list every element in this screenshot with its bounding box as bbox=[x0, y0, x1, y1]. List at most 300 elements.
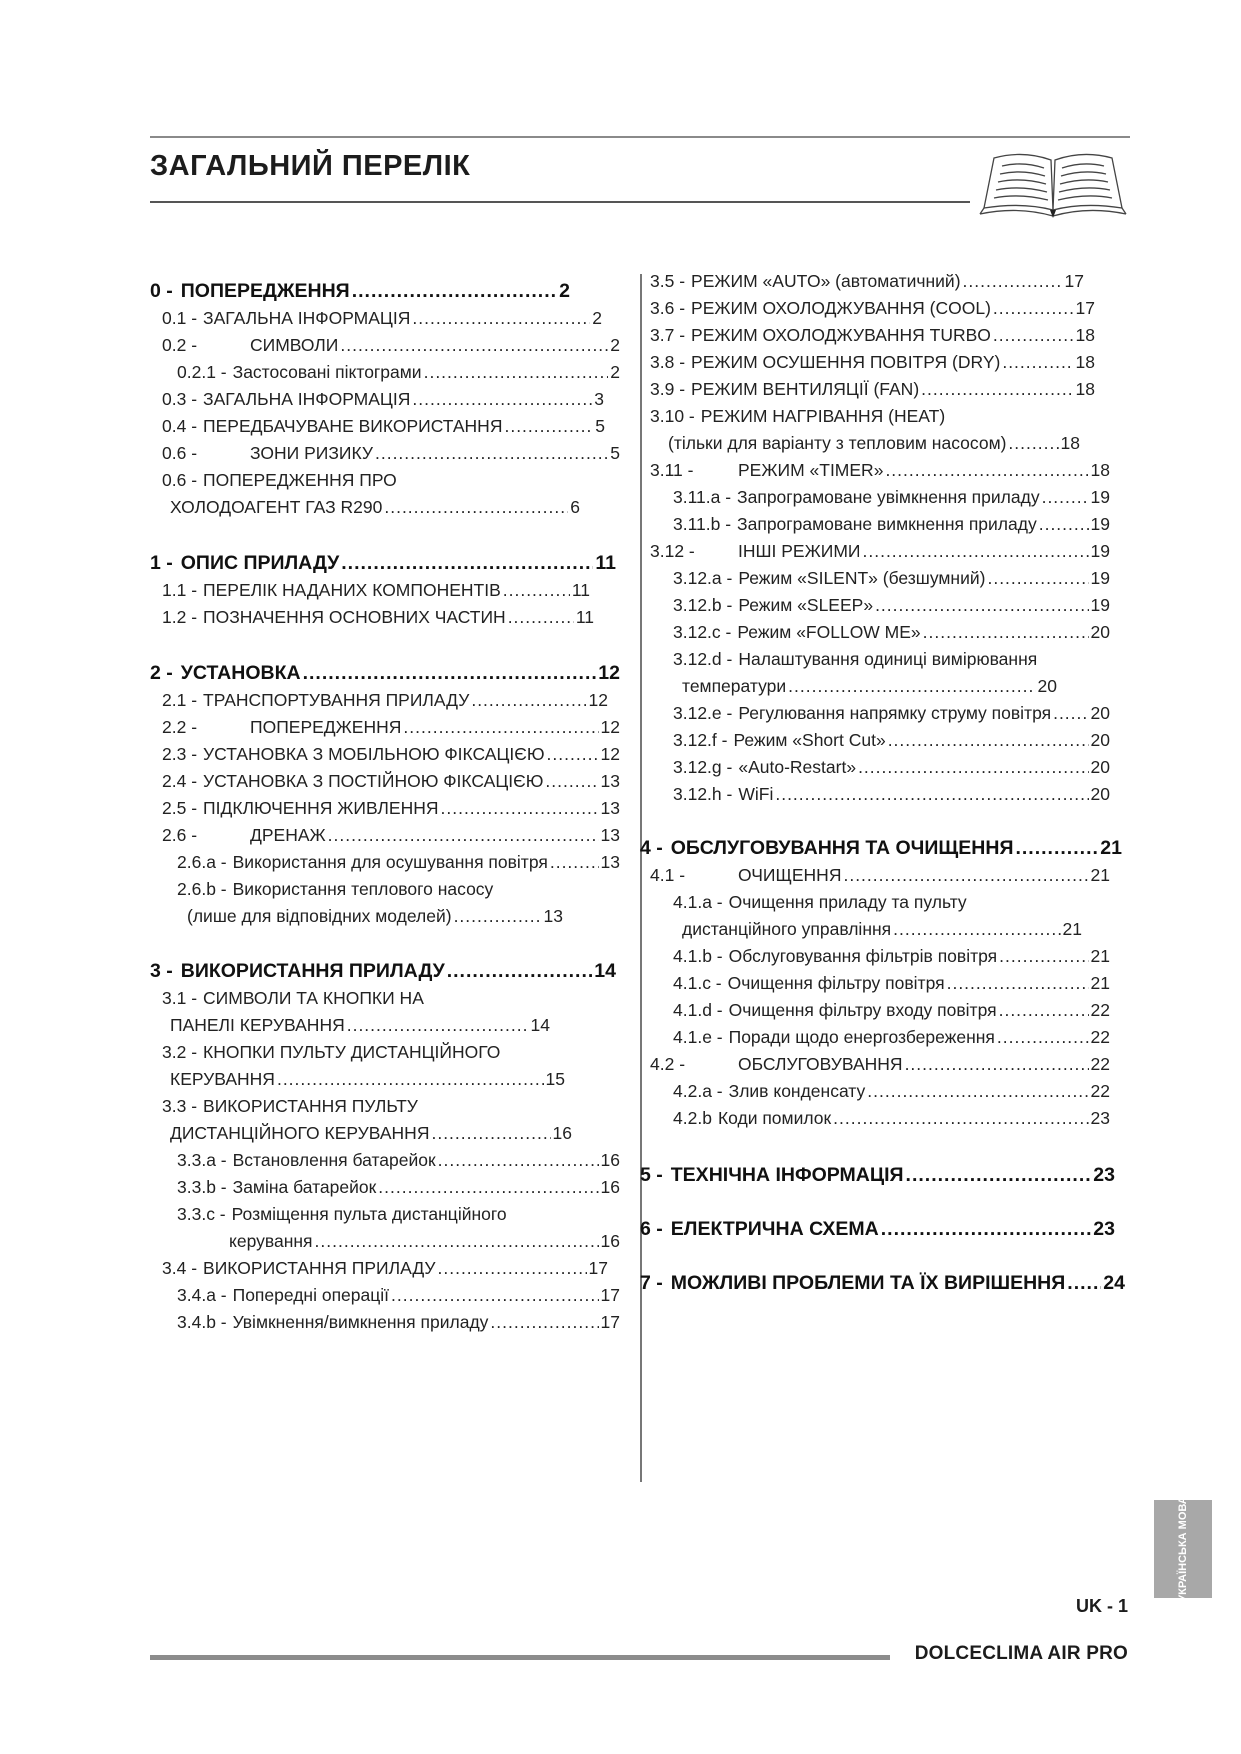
toc-leader-dots bbox=[547, 739, 599, 769]
toc-entry-page: 20 bbox=[1090, 703, 1110, 723]
toc-entry bbox=[162, 739, 620, 769]
open-book-icon bbox=[978, 146, 1128, 220]
toc-entry-number: 4.1 - bbox=[650, 865, 686, 885]
toc-entry-page: 2 bbox=[610, 335, 620, 355]
toc-entry bbox=[162, 1253, 608, 1283]
toc-entry-number: 0.2 - bbox=[162, 335, 198, 355]
toc-entry-page: 18 bbox=[1060, 433, 1080, 453]
toc-entry bbox=[682, 914, 1082, 944]
toc-leader-dots bbox=[424, 357, 609, 387]
toc-entry-page: 23 bbox=[1093, 1218, 1115, 1240]
toc-section-entry bbox=[150, 276, 570, 306]
toc-leader-dots bbox=[1067, 1268, 1101, 1298]
toc-section-entry bbox=[640, 833, 1122, 863]
toc-entry-number: 0.2.1 - bbox=[177, 362, 227, 382]
toc-entry-page: 23 bbox=[1090, 1108, 1110, 1128]
toc-entry bbox=[162, 685, 608, 715]
toc-entry-number: 2.6.a - bbox=[177, 852, 227, 872]
toc-entry-number: 0.4 - bbox=[162, 416, 198, 436]
toc-leader-dots bbox=[867, 1076, 1088, 1106]
toc-entry-title: ТЕХНІЧНА ІНФОРМАЦІЯ bbox=[670, 1164, 904, 1186]
footer-brand: DOLCECLIMA AIR PRO bbox=[914, 1643, 1128, 1664]
toc-entry-number: 4.2 - bbox=[650, 1054, 686, 1074]
toc-leader-dots bbox=[963, 266, 1063, 296]
toc-section-entry bbox=[150, 548, 616, 578]
toc-entry-number: 3.12.h - bbox=[673, 784, 733, 804]
toc-entry bbox=[162, 602, 594, 632]
toc-entry-title: Заміна батарейок bbox=[232, 1177, 377, 1197]
toc-entry-title: ПОПЕРЕДЖЕННЯ bbox=[250, 717, 402, 737]
toc-entry bbox=[177, 1280, 620, 1310]
toc-leader-dots bbox=[987, 563, 1088, 593]
toc-entry-number: 0.3 - bbox=[162, 389, 198, 409]
toc-entry-title: РЕЖИМ «TIMER» bbox=[738, 460, 884, 480]
toc-leader-dots bbox=[277, 1064, 544, 1094]
toc-entry bbox=[170, 1118, 572, 1148]
toc-entry bbox=[650, 320, 1095, 350]
toc-entry-number: 0.6 - bbox=[162, 470, 198, 490]
toc-entry-title: Запрограмоване увімкнення приладу bbox=[737, 487, 1040, 507]
toc-entry-title: ВИКОРИСТАННЯ ПУЛЬТУ bbox=[203, 1096, 418, 1116]
toc-entry-page: 12 bbox=[598, 662, 620, 684]
toc-entry-number: 3 - bbox=[150, 960, 173, 982]
toc-entry bbox=[650, 374, 1095, 404]
toc-leader-dots bbox=[993, 293, 1074, 323]
toc-entry-number: 4.1.a - bbox=[673, 892, 723, 912]
toc-entry-title: ЕЛЕКТРИЧНА СХЕМА bbox=[670, 1218, 879, 1240]
toc-entry-number: 3.4 - bbox=[162, 1258, 198, 1278]
toc-entry-page: 19 bbox=[1090, 595, 1110, 615]
toc-leader-dots bbox=[923, 617, 1089, 647]
toc-entry bbox=[162, 983, 620, 1013]
toc-entry bbox=[170, 1010, 550, 1040]
toc-leader-dots bbox=[858, 752, 1088, 782]
toc-leader-dots bbox=[503, 575, 570, 605]
toc-entry bbox=[673, 1103, 1110, 1133]
toc-entry bbox=[177, 874, 620, 904]
toc-entry-number: 3.6 - bbox=[650, 298, 686, 318]
toc-entry bbox=[177, 1307, 620, 1337]
toc-entry bbox=[162, 465, 620, 495]
toc-entry-title: РЕЖИМ ОСУШЕННЯ ПОВІТРЯ (DRY) bbox=[691, 352, 1001, 372]
toc-entry-title: ПОПЕРЕДЖЕННЯ bbox=[180, 280, 350, 302]
toc-entry-number: 3.12.e - bbox=[673, 703, 733, 723]
toc-entry-title: (лише для відповідних моделей) bbox=[187, 906, 452, 926]
toc-entry-title: (тільки для варіанту з тепловим насосом) bbox=[668, 433, 1007, 453]
header-top-rule bbox=[150, 136, 1130, 138]
toc-leader-dots bbox=[545, 766, 598, 796]
toc-entry-page: 19 bbox=[1090, 514, 1110, 534]
toc-entry bbox=[673, 617, 1110, 647]
toc-entry bbox=[650, 347, 1095, 377]
toc-entry-title: ВИКОРИСТАННЯ ПРИЛАДУ bbox=[203, 1258, 436, 1278]
toc-entry-number: 5 - bbox=[640, 1164, 663, 1186]
toc-entry-page: 13 bbox=[543, 906, 563, 926]
toc-entry-page: 13 bbox=[600, 771, 620, 791]
toc-entry bbox=[177, 847, 620, 877]
toc-leader-dots bbox=[997, 1022, 1089, 1052]
toc-entry-page: 22 bbox=[1090, 1081, 1110, 1101]
toc-entry-number: 4.1.d - bbox=[673, 1000, 723, 1020]
toc-leader-dots bbox=[412, 384, 592, 414]
toc-entry-page: 17 bbox=[1075, 298, 1095, 318]
toc-leader-dots bbox=[888, 725, 1089, 755]
toc-entry-title: Налаштування одиниці вимірювання bbox=[738, 649, 1038, 669]
toc-leader-dots bbox=[999, 995, 1089, 1025]
toc-entry bbox=[650, 266, 1084, 296]
toc-leader-dots bbox=[885, 455, 1088, 485]
toc-entry bbox=[177, 1172, 620, 1202]
toc-section-entry bbox=[640, 1214, 1115, 1244]
toc-entry-number: 1 - bbox=[150, 552, 173, 574]
toc-entry-number: 3.12 - bbox=[650, 541, 695, 561]
toc-leader-dots bbox=[340, 330, 608, 360]
toc-entry-page: 17 bbox=[600, 1312, 620, 1332]
toc-entry-page: 16 bbox=[600, 1177, 620, 1197]
toc-entry bbox=[673, 752, 1110, 782]
toc-entry-number: 3.2 - bbox=[162, 1042, 198, 1062]
toc-leader-dots bbox=[993, 320, 1074, 350]
toc-entry-page: 19 bbox=[1090, 541, 1110, 561]
toc-entry-page: 17 bbox=[1064, 271, 1084, 291]
toc-entry-number: 3.11 - bbox=[650, 460, 694, 480]
language-tab bbox=[1154, 1496, 1212, 1602]
toc-entry-title: УСТАНОВКА З МОБІЛЬНОЮ ФІКСАЦІЄЮ bbox=[203, 744, 545, 764]
toc-entry-title: ПОЗНАЧЕННЯ ОСНОВНИХ ЧАСТИН bbox=[203, 607, 506, 627]
page-number: UK - 1 bbox=[1075, 1596, 1128, 1616]
toc-leader-dots bbox=[947, 968, 1089, 998]
toc-entry-page: 22 bbox=[1090, 1054, 1110, 1074]
toc-entry-page: 21 bbox=[1100, 837, 1122, 859]
toc-entry-page: 5 bbox=[595, 416, 605, 436]
toc-entry-page: 17 bbox=[600, 1285, 620, 1305]
toc-entry bbox=[682, 671, 1057, 701]
toc-leader-dots bbox=[875, 590, 1088, 620]
toc-leader-dots bbox=[378, 1172, 598, 1202]
toc-leader-dots bbox=[881, 1214, 1092, 1244]
toc-entry bbox=[162, 820, 620, 850]
toc-entry-title: Коди помилок bbox=[717, 1108, 832, 1128]
toc-leader-dots bbox=[328, 820, 599, 850]
toc-entry-title: керування bbox=[229, 1231, 313, 1251]
toc-entry-number: 3.12.g - bbox=[673, 757, 733, 777]
toc-entry-number: 3.3 - bbox=[162, 1096, 198, 1116]
toc-entry-title: ПЕРЕДБАЧУВАНЕ ВИКОРИСТАННЯ bbox=[203, 416, 503, 436]
toc-entry-number: 3.12.c - bbox=[673, 622, 732, 642]
toc-entry bbox=[673, 941, 1110, 971]
toc-entry bbox=[650, 293, 1095, 323]
toc-entry bbox=[229, 1226, 620, 1256]
toc-entry-title: Попередні операції bbox=[232, 1285, 390, 1305]
toc-leader-dots bbox=[1042, 482, 1089, 512]
toc-entry bbox=[650, 455, 1110, 485]
toc-entry-page: 2 bbox=[559, 280, 570, 302]
toc-entry bbox=[668, 428, 1080, 458]
toc-entry-title: ПАНЕЛІ КЕРУВАННЯ bbox=[170, 1015, 345, 1035]
toc-section-entry bbox=[640, 1268, 1125, 1298]
toc-entry-number: 4.2.a - bbox=[673, 1081, 723, 1101]
toc-entry-page: 13 bbox=[600, 825, 620, 845]
toc-entry-page: 20 bbox=[1090, 730, 1110, 750]
toc-entry-page: 22 bbox=[1090, 1027, 1110, 1047]
toc-leader-dots bbox=[508, 602, 574, 632]
toc-entry-title: Використання для осушування повітря bbox=[232, 852, 548, 872]
toc-entry-title: РЕЖИМ НАГРІВАННЯ (HEAT) bbox=[700, 406, 946, 426]
toc-leader-dots bbox=[843, 860, 1088, 890]
toc-section-entry bbox=[150, 658, 620, 688]
toc-entry-page: 16 bbox=[600, 1150, 620, 1170]
toc-entry bbox=[162, 1037, 620, 1067]
toc-entry-number: 3.9 - bbox=[650, 379, 686, 399]
toc-entry-title: Злив конденсату bbox=[728, 1081, 866, 1101]
toc-leader-dots bbox=[403, 712, 598, 742]
toc-entry-title: дистанційного управління bbox=[682, 919, 892, 939]
toc-entry-page: 18 bbox=[1075, 325, 1095, 345]
toc-entry-number: 3.12.f - bbox=[673, 730, 728, 750]
toc-entry-number: 4.2.b bbox=[673, 1108, 712, 1128]
toc-leader-dots bbox=[1002, 347, 1073, 377]
toc-entry-number: 0.1 - bbox=[162, 308, 198, 328]
toc-leader-dots bbox=[863, 536, 1089, 566]
toc-leader-dots bbox=[999, 941, 1088, 971]
toc-entry-title: ТРАНСПОРТУВАННЯ ПРИЛАДУ bbox=[203, 690, 470, 710]
toc-entry-page: 20 bbox=[1090, 622, 1110, 642]
toc-entry bbox=[162, 1091, 620, 1121]
toc-entry-title: ІНШІ РЕЖИМИ bbox=[738, 541, 861, 561]
toc-leader-dots bbox=[893, 914, 1060, 944]
toc-entry-title: Розміщення пульта дистанційного bbox=[231, 1204, 507, 1224]
toc-entry bbox=[673, 590, 1110, 620]
toc-leader-dots bbox=[775, 779, 1088, 809]
toc-entry-page: 20 bbox=[1037, 676, 1057, 696]
toc-leader-dots bbox=[905, 1049, 1089, 1079]
toc-entry bbox=[162, 793, 620, 823]
toc-entry-title: РЕЖИМ ВЕНТИЛЯЦІЇ (FAN) bbox=[691, 379, 920, 399]
toc-leader-dots bbox=[431, 1118, 550, 1148]
toc-entry-number: 2.2 - bbox=[162, 717, 198, 737]
toc-entry-page: 20 bbox=[1090, 784, 1110, 804]
toc-entry-title: температури bbox=[682, 676, 787, 696]
toc-entry-page: 17 bbox=[588, 1258, 608, 1278]
toc-entry-title: ОБСЛУГОВУВАННЯ bbox=[738, 1054, 903, 1074]
toc-entry-title: УСТАНОВКА bbox=[180, 662, 301, 684]
toc-entry-page: 23 bbox=[1093, 1164, 1115, 1186]
toc-entry-page: 21 bbox=[1090, 946, 1110, 966]
toc-entry bbox=[673, 644, 1110, 674]
toc-section-entry bbox=[150, 956, 616, 986]
toc-entry-title: Увімкнення/вимкнення приладу bbox=[232, 1312, 489, 1332]
toc-entry-number: 3.7 - bbox=[650, 325, 686, 345]
toc-entry-page: 21 bbox=[1090, 973, 1110, 993]
toc-entry-number: 0.6 - bbox=[162, 443, 198, 463]
toc-leader-dots bbox=[441, 793, 599, 823]
toc-entry bbox=[162, 411, 605, 441]
toc-leader-dots bbox=[447, 956, 593, 986]
toc-entry-title: Режим «SILENT» (безшумний) bbox=[738, 568, 986, 588]
toc-entry-number: 3.10 - bbox=[650, 406, 695, 426]
toc-leader-dots bbox=[1053, 698, 1088, 728]
toc-leader-dots bbox=[833, 1103, 1088, 1133]
toc-leader-dots bbox=[391, 1280, 599, 1310]
toc-leader-dots bbox=[341, 548, 593, 578]
toc-entry-number: 3.4.b - bbox=[177, 1312, 227, 1332]
toc-entry-title: РЕЖИМ ОХОЛОДЖУВАННЯ TURBO bbox=[691, 325, 991, 345]
toc-entry bbox=[170, 492, 580, 522]
toc-entry-title: ЗОНИ РИЗИКУ bbox=[250, 443, 373, 463]
toc-entry-title: ДРЕНАЖ bbox=[250, 825, 326, 845]
toc-entry-title: Поради щодо енергозбереження bbox=[728, 1027, 995, 1047]
footer-rule bbox=[150, 1655, 890, 1660]
toc-entry-title: ОЧИЩЕННЯ bbox=[738, 865, 842, 885]
toc-leader-dots bbox=[550, 847, 599, 877]
toc-entry bbox=[162, 766, 620, 796]
toc-entry bbox=[673, 779, 1110, 809]
toc-entry-title: Встановлення батарейок bbox=[232, 1150, 436, 1170]
toc-entry-title: ПЕРЕЛІК НАДАНИХ КОМПОНЕНТІВ bbox=[203, 580, 501, 600]
toc-entry-number: 2.5 - bbox=[162, 798, 198, 818]
toc-entry bbox=[162, 438, 620, 468]
toc-entry-title: ДИСТАНЦІЙНОГО КЕРУВАННЯ bbox=[170, 1123, 430, 1143]
toc-entry-page: 14 bbox=[594, 960, 616, 982]
toc-entry-page: 5 bbox=[610, 443, 620, 463]
toc-entry-title: СИМВОЛИ ТА КНОПКИ НА bbox=[203, 988, 424, 1008]
toc-entry bbox=[673, 1022, 1110, 1052]
toc-entry bbox=[170, 1064, 565, 1094]
toc-entry-page: 18 bbox=[1090, 460, 1110, 480]
toc-entry bbox=[162, 303, 602, 333]
toc-entry bbox=[673, 563, 1110, 593]
toc-entry bbox=[673, 509, 1110, 539]
toc-leader-dots bbox=[1008, 428, 1058, 458]
toc-entry bbox=[673, 725, 1110, 755]
toc-entry-number: 2 - bbox=[150, 662, 173, 684]
toc-entry bbox=[673, 482, 1110, 512]
toc-entry-title: РЕЖИМ «AUTO» (автоматичний) bbox=[691, 271, 961, 291]
toc-entry-page: 24 bbox=[1103, 1272, 1125, 1294]
toc-entry-page: 6 bbox=[570, 497, 580, 517]
toc-entry bbox=[162, 330, 620, 360]
toc-entry-title: ЗАГАЛЬНА ІНФОРМАЦІЯ bbox=[203, 308, 411, 328]
toc-entry-title: Режим «SLEEP» bbox=[738, 595, 874, 615]
toc-leader-dots bbox=[490, 1307, 598, 1337]
toc-entry bbox=[673, 698, 1110, 728]
toc-entry-number: 2.1 - bbox=[162, 690, 198, 710]
toc-leader-dots bbox=[347, 1010, 529, 1040]
toc-entry-page: 21 bbox=[1062, 919, 1082, 939]
toc-entry-page: 18 bbox=[1075, 379, 1095, 399]
toc-entry bbox=[162, 384, 604, 414]
toc-entry-title: ПОПЕРЕДЖЕННЯ ПРО bbox=[203, 470, 397, 490]
toc-entry-title: Режим «FOLLOW ME» bbox=[737, 622, 921, 642]
toc-entry-number: 3.11.a - bbox=[673, 487, 732, 507]
toc-entry bbox=[650, 536, 1110, 566]
toc-leader-dots bbox=[352, 276, 557, 306]
toc-entry-title: «Auto-Restart» bbox=[738, 757, 857, 777]
toc-entry-title: СИМВОЛИ bbox=[250, 335, 339, 355]
toc-leader-dots bbox=[454, 901, 542, 931]
toc-leader-dots bbox=[303, 658, 597, 688]
toc-entry bbox=[162, 712, 620, 742]
toc-entry-title: ХОЛОДОАГЕНТ ГАЗ R290 bbox=[170, 497, 383, 517]
toc-section-entry bbox=[640, 1160, 1115, 1190]
toc-entry bbox=[650, 860, 1110, 890]
toc-entry-page: 14 bbox=[530, 1015, 550, 1035]
toc-entry-page: 12 bbox=[600, 744, 620, 764]
toc-entry-number: 3.3.b - bbox=[177, 1177, 227, 1197]
toc-leader-dots bbox=[384, 492, 568, 522]
toc-leader-dots bbox=[471, 685, 586, 715]
toc-leader-dots bbox=[906, 1160, 1092, 1190]
toc-entry-title: ВИКОРИСТАННЯ ПРИЛАДУ bbox=[180, 960, 445, 982]
toc-entry-page: 20 bbox=[1090, 757, 1110, 777]
toc-entry-title: Режим «Short Cut» bbox=[733, 730, 886, 750]
toc-entry bbox=[177, 357, 620, 387]
toc-entry-number: 3.11.b - bbox=[673, 514, 732, 534]
toc-entry-page: 3 bbox=[594, 389, 604, 409]
toc-entry-number: 3.4.a - bbox=[177, 1285, 227, 1305]
toc-entry-number: 3.5 - bbox=[650, 271, 686, 291]
toc-entry-page: 19 bbox=[1090, 568, 1110, 588]
toc-leader-dots bbox=[438, 1145, 599, 1175]
toc-entry-page: 2 bbox=[610, 362, 620, 382]
toc-entry-number: 2.3 - bbox=[162, 744, 198, 764]
toc-entry-number: 3.12.a - bbox=[673, 568, 733, 588]
toc-entry-number: 2.4 - bbox=[162, 771, 198, 791]
toc-entry-title: УСТАНОВКА З ПОСТІЙНОЮ ФІКСАЦІЄЮ bbox=[203, 771, 544, 791]
toc-entry-number: 4 - bbox=[640, 837, 663, 859]
toc-entry-number: 4.1.e - bbox=[673, 1027, 723, 1047]
toc-entry-number: 4.1.b - bbox=[673, 946, 723, 966]
toc-entry-title: Очищення фільтру повітря bbox=[727, 973, 945, 993]
column-divider bbox=[640, 274, 642, 1482]
toc-entry-title: РЕЖИМ ОХОЛОДЖУВАННЯ (COOL) bbox=[691, 298, 991, 318]
toc-entry-title: ОПИС ПРИЛАДУ bbox=[180, 552, 340, 574]
toc-entry-number: 3.3.a - bbox=[177, 1150, 227, 1170]
toc-entry bbox=[673, 1076, 1110, 1106]
toc-entry-title: Запрограмоване вимкнення приладу bbox=[737, 514, 1037, 534]
toc-entry bbox=[162, 575, 590, 605]
toc-leader-dots bbox=[1039, 509, 1089, 539]
toc-entry-title: Очищення приладу та пульту bbox=[728, 892, 967, 912]
toc-leader-dots bbox=[1015, 833, 1098, 863]
toc-entry-title: Використання теплового насосу bbox=[232, 879, 494, 899]
toc-entry-page: 11 bbox=[595, 552, 616, 574]
toc-entry-page: 2 bbox=[592, 308, 602, 328]
toc-entry-page: 18 bbox=[1075, 352, 1095, 372]
toc-entry-number: 0 - bbox=[150, 280, 173, 302]
toc-entry-page: 16 bbox=[552, 1123, 572, 1143]
toc-entry-number: 3.12.b - bbox=[673, 595, 733, 615]
toc-leader-dots bbox=[412, 303, 590, 333]
toc-entry-number: 2.6.b - bbox=[177, 879, 227, 899]
toc-entry bbox=[673, 887, 1110, 917]
toc-entry-number: 7 - bbox=[640, 1272, 663, 1294]
toc-entry-title: WiFi bbox=[738, 784, 774, 804]
toc-entry-number: 6 - bbox=[640, 1218, 663, 1240]
toc-leader-dots bbox=[504, 411, 593, 441]
toc-entry-title: ПІДКЛЮЧЕННЯ ЖИВЛЕННЯ bbox=[203, 798, 439, 818]
toc-entry-title: Застосовані піктограми bbox=[232, 362, 422, 382]
page-title: ЗАГАЛЬНИЙ ПЕРЕЛІК bbox=[150, 150, 471, 182]
toc-entry-number: 1.2 - bbox=[162, 607, 198, 627]
toc-entry-page: 12 bbox=[588, 690, 608, 710]
toc-entry-page: 13 bbox=[600, 852, 620, 872]
toc-entry-title: Регулювання напрямку струму повітря bbox=[738, 703, 1052, 723]
toc-entry-page: 21 bbox=[1090, 865, 1110, 885]
language-tab-label: УКРАЇНСЬКА МОВА bbox=[1177, 1496, 1189, 1602]
toc-entry-title: Очищення фільтру входу повітря bbox=[728, 1000, 997, 1020]
toc-leader-dots bbox=[438, 1253, 587, 1283]
